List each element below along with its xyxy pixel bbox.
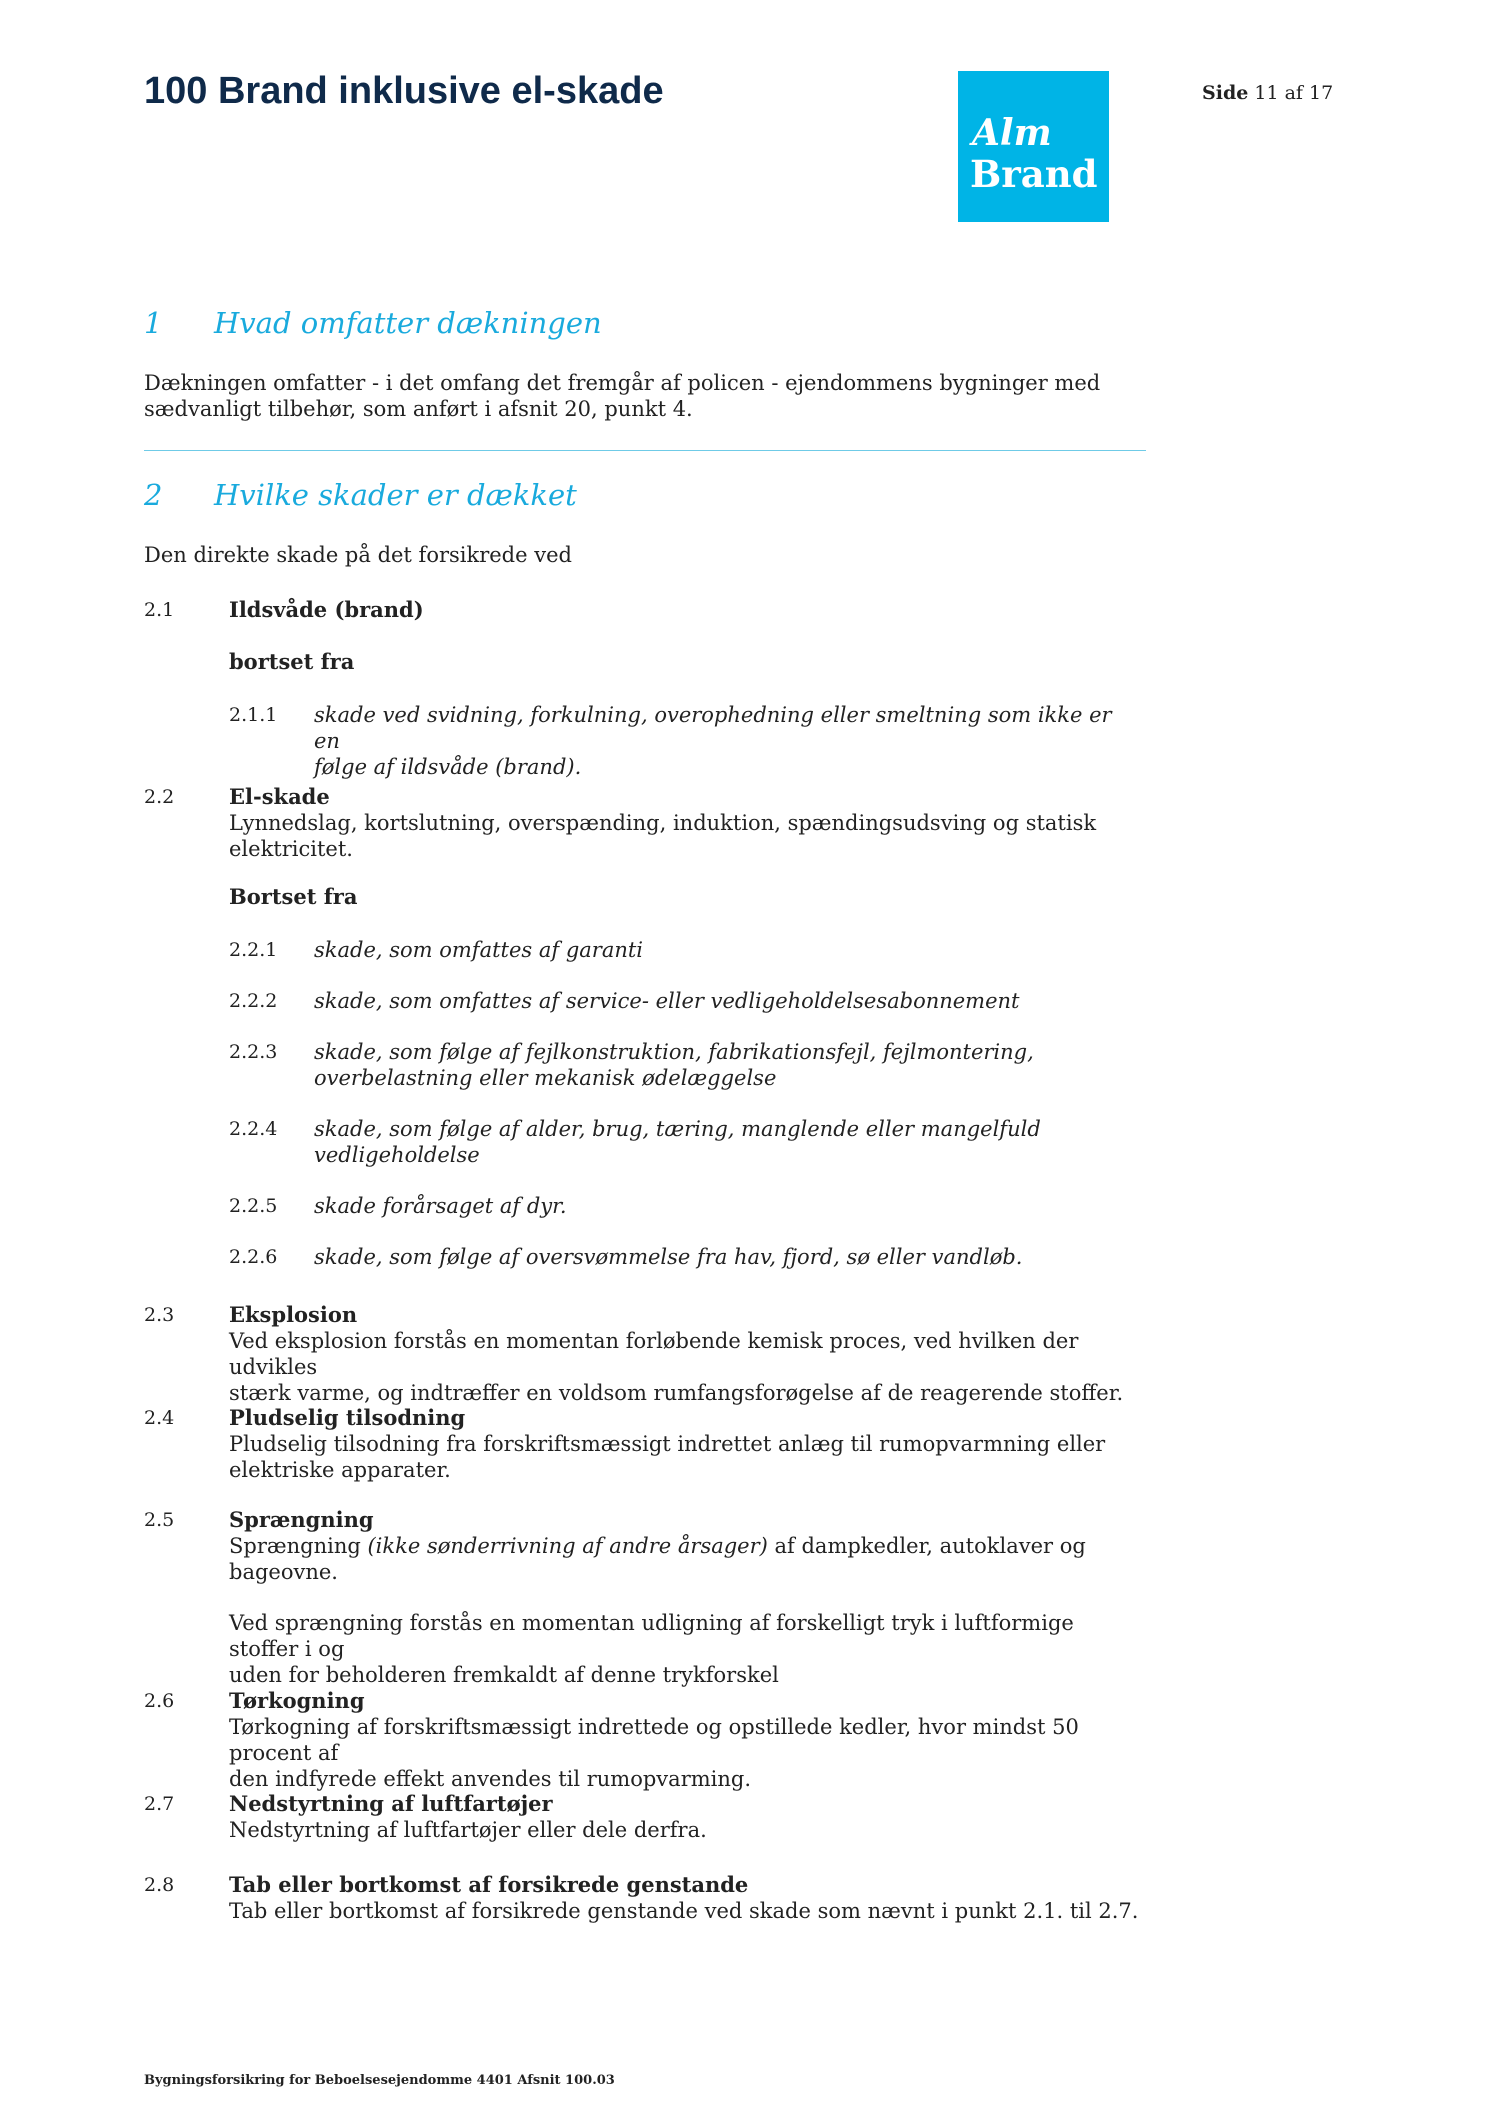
item-line: elektriske apparater. — [229, 1458, 451, 1482]
sub-item-2-2-2: skade, som omfattes af service- eller vedligeholdelsesabonnement — [314, 989, 1020, 1013]
section-2-intro: Den direkte skade på det forsikrede ved — [144, 543, 572, 567]
document-title: 100 Brand inklusive el-skade — [144, 70, 664, 112]
section-1-body — [144, 370, 1144, 422]
sub-item-2-2-3 — [314, 1039, 1144, 1091]
sub-item-line: skade, som følge af fejlkonstruktion, fabrikationsfejl, fejlmontering, — [314, 1040, 1034, 1064]
item-title: Tørkogning — [229, 1688, 365, 1713]
logo-line-1: Alm — [972, 112, 1052, 154]
sub-item-2-2-6: skade, som følge af oversvømmelse fra hav, fjord, sø eller vandløb. — [314, 1245, 1023, 1269]
exclusion-label: Bortset fra — [229, 884, 358, 909]
item-number: 2.1 — [144, 599, 175, 621]
page-label: Side — [1202, 82, 1249, 104]
section-2-heading: Hvilke skader er dækket — [214, 478, 577, 512]
item-line: Ved eksplosion forstås en momentan forløbende kemisk proces, ved hvilken der udvikles — [229, 1329, 1079, 1379]
item-title: Nedstyrtning af luftfartøjer — [229, 1791, 553, 1816]
sub-item-number: 2.1.1 — [229, 704, 278, 726]
sub-item-2-1-1 — [314, 702, 1144, 780]
item-2-8 — [229, 1872, 1149, 1924]
item-2-5 — [229, 1507, 1149, 1585]
item-line: uden for beholderen fremkaldt af denne trykforskel — [229, 1663, 779, 1687]
item-line: Nedstyrtning af luftfartøjer eller dele derfra. — [229, 1818, 707, 1842]
section-1-heading: Hvad omfatter dækningen — [214, 306, 602, 340]
item-line: Tab eller bortkomst af forsikrede genstande ved skade som nævnt i punkt 2.1. til 2.7. — [229, 1899, 1139, 1923]
item-title: Eksplosion — [229, 1302, 358, 1327]
item-line: Lynnedslag, kortslutning, overspænding, induktion, spændingsudsving og statisk — [229, 811, 1097, 835]
sub-item-number: 2.2.5 — [229, 1195, 278, 1217]
item-number: 2.7 — [144, 1793, 175, 1815]
item-line: Pludselig tilsodning fra forskriftsmæssigt indrettet anlæg til rumopvarmning eller — [229, 1432, 1106, 1456]
sub-item-number: 2.2.1 — [229, 939, 278, 961]
item-2-2 — [229, 784, 1149, 862]
item-line: elektricitet. — [229, 837, 353, 861]
item-title: Pludselig tilsodning — [229, 1405, 466, 1430]
sub-item-number: 2.2.2 — [229, 990, 278, 1012]
sub-item-line: overbelastning eller mekanisk ødelæggelse — [314, 1066, 777, 1090]
page-value: 11 af 17 — [1254, 82, 1334, 104]
item-number: 2.4 — [144, 1407, 175, 1429]
text-run: Sprængning — [229, 1534, 368, 1558]
section-2-number: 2 — [144, 478, 163, 512]
item-line: Ved sprængning forstås en momentan udligning af forskelligt tryk i luftformige stoffer i og — [229, 1611, 1074, 1661]
sub-item-2-2-4 — [314, 1116, 1144, 1168]
item-number: 2.2 — [144, 786, 175, 808]
item-2-5-paragraph-2 — [229, 1610, 1149, 1688]
item-line: Tørkogning af forskriftsmæssigt indrettede og opstillede kedler, hvor mindst 50 procent af — [229, 1715, 1079, 1765]
sub-item-number: 2.2.3 — [229, 1041, 278, 1063]
sub-item-2-2-5: skade forårsaget af dyr. — [314, 1194, 567, 1218]
text-run: af dampkedler, autoklaver og — [767, 1534, 1086, 1558]
page-indicator — [1202, 82, 1333, 104]
section-1-number: 1 — [144, 306, 163, 340]
alm-brand-logo — [958, 71, 1109, 222]
page-footer: Bygningsforsikring for Beboelsesejendomme 4401 Afsnit 100.03 — [144, 2073, 615, 2088]
item-2-4 — [229, 1405, 1149, 1483]
item-2-3 — [229, 1302, 1149, 1406]
item-2-6 — [229, 1688, 1149, 1792]
italic-text-run: (ikke sønderrivning af andre årsager) — [367, 1534, 768, 1558]
section-1-line-2: sædvanligt tilbehør, som anført i afsnit 20, punkt 4. — [144, 397, 693, 421]
item-line: stærk varme, og indtræffer en voldsom rumfangsforøgelse af de reagerende stoffer. — [229, 1381, 1124, 1405]
sub-item-line: skade ved svidning, forkulning, overophedning eller smeltning som ikke er en — [314, 703, 1112, 753]
sub-item-number: 2.2.6 — [229, 1246, 278, 1268]
item-line: bageovne. — [229, 1560, 338, 1584]
sub-item-line: skade, som følge af alder, brug, tæring, manglende eller mangelfuld — [314, 1117, 1041, 1141]
item-title: Sprængning — [229, 1507, 374, 1532]
item-2-1 — [229, 597, 1149, 623]
item-number: 2.3 — [144, 1304, 175, 1326]
item-number: 2.8 — [144, 1874, 175, 1896]
sub-item-line: vedligeholdelse — [314, 1143, 480, 1167]
item-line — [229, 1533, 1149, 1559]
sub-item-line: følge af ildsvåde (brand). — [314, 755, 582, 779]
item-title: Tab eller bortkomst af forsikrede genstande — [229, 1872, 749, 1897]
item-line: den indfyrede effekt anvendes til rumopvarming. — [229, 1767, 752, 1791]
logo-line-2: Brand — [970, 152, 1098, 196]
item-title: Ildsvåde (brand) — [229, 597, 424, 622]
item-title: El-skade — [229, 784, 330, 809]
item-number: 2.6 — [144, 1690, 175, 1712]
section-divider — [144, 450, 1146, 451]
exclusion-label: bortset fra — [229, 649, 355, 674]
section-1-line-1: Dækningen omfatter - i det omfang det fremgår af policen - ejendommens bygninger med — [144, 371, 1101, 395]
item-number: 2.5 — [144, 1509, 175, 1531]
sub-item-number: 2.2.4 — [229, 1118, 278, 1140]
item-2-7 — [229, 1791, 1149, 1843]
sub-item-2-2-1: skade, som omfattes af garanti — [314, 938, 644, 962]
